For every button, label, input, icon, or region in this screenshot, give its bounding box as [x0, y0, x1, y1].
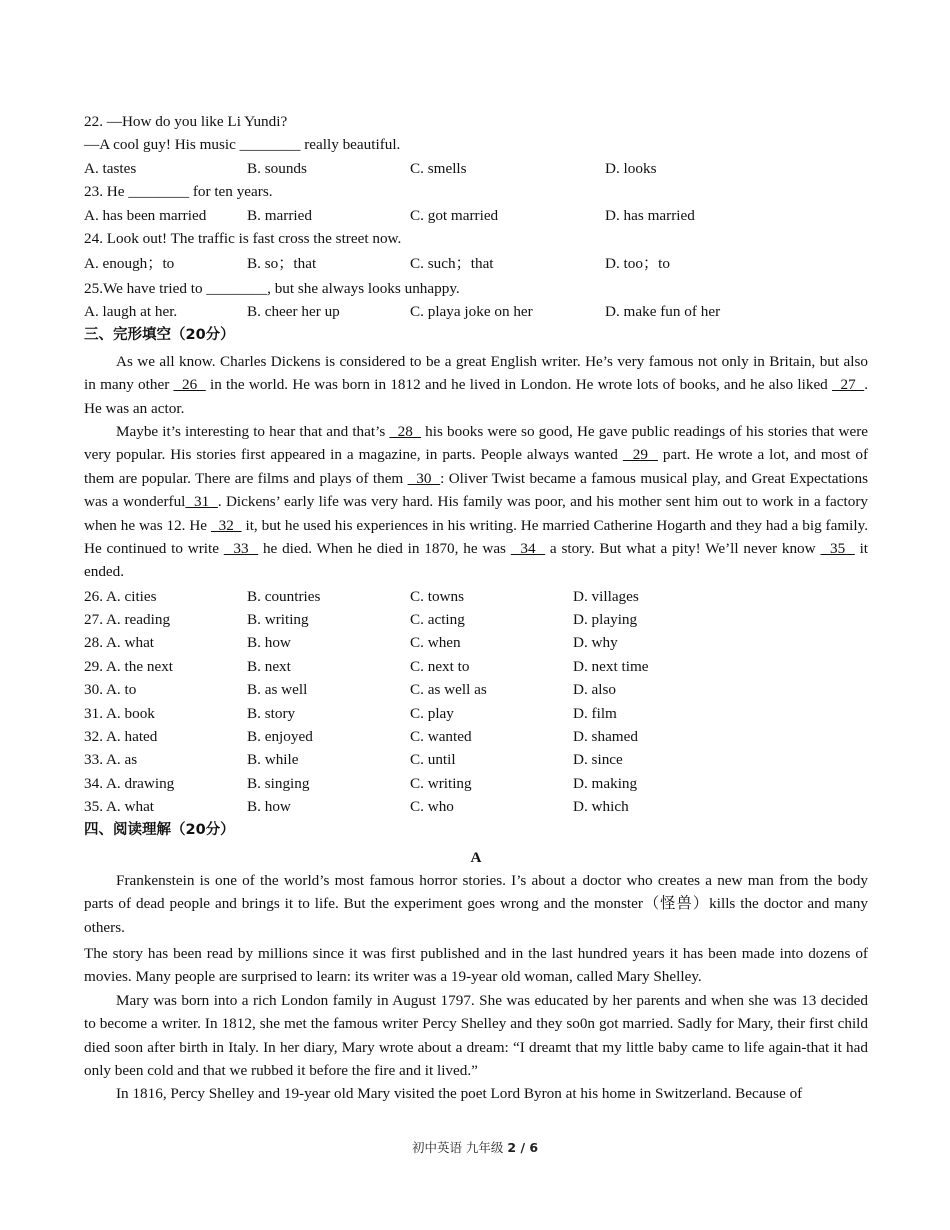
option-b: B. how [247, 798, 291, 815]
option-c: C. writing [410, 775, 472, 792]
option-b: B. story [247, 705, 296, 722]
cloze-text: . Dickens’ early life was very hard. His family was poor, and his mother sent him out to work in a factory when he was 12. He [84, 493, 868, 534]
option-a: A. has been married [84, 207, 207, 224]
option-d: D. has married [605, 207, 695, 224]
q24-stem: 24. Look out! The traffic is fast cross the street now. [84, 230, 402, 247]
option-d: D. next time [573, 658, 649, 675]
option-c: C. when [410, 634, 461, 651]
blank-26: 26 [173, 376, 206, 394]
q23-stem: 23. He ________ for ten years. [84, 183, 273, 200]
option-b: B. countries [247, 588, 321, 605]
option-c: C. next to [410, 658, 470, 675]
option-c: C. until [410, 751, 456, 768]
blank-30: 30 [407, 469, 441, 487]
cloze-text: it ended. [84, 540, 869, 581]
option-a: 34. A. drawing [84, 775, 175, 792]
option-d: D. film [573, 705, 617, 722]
cloze-paragraph-1 [84, 350, 868, 420]
option-b: B. singing [247, 775, 310, 792]
cloze-option-row [84, 585, 868, 608]
option-b: B. how [247, 634, 291, 651]
cloze-text: : Oliver Twist became a famous musical play, and Great Expectations was a wonderful [84, 469, 868, 511]
option-d: D. which [573, 798, 629, 815]
q25-options [84, 300, 868, 323]
option-d: D. shamed [573, 728, 638, 745]
section-4-title: 四、阅读理解（20分） [84, 822, 235, 838]
blank-31: 31 [185, 493, 218, 511]
option-d: D. make fun of her [605, 303, 721, 320]
q23-options [84, 204, 868, 227]
option-a: A. laugh at her. [84, 303, 178, 320]
page-number: 2 / 6 [507, 1140, 539, 1155]
cloze-paragraph-2 [84, 420, 868, 584]
cloze-option-row [84, 678, 868, 701]
cloze-text: he died. When he died in 1870, he was [258, 540, 511, 558]
option-b: B. married [247, 207, 312, 224]
reading-text: In 1816, Percy Shelley and 19-year old Mary visited the poet Lord Byron at his home in Switzerland. Because of [116, 1085, 803, 1102]
option-c: C. smells [410, 160, 467, 177]
option-b: B. next [247, 658, 291, 675]
cloze-option-row [84, 748, 868, 771]
cloze-option-row [84, 631, 868, 654]
option-d: D. why [573, 634, 618, 651]
section-3-title: 三、完形填空（20分） [84, 327, 235, 343]
option-a: 29. A. the next [84, 658, 174, 675]
reading-text: Mary was born into a rich London family in August 1797. She was educated by her parents and when she was 13 decided to become a writer. In 1812, she met the famous writer Percy Shelley and they so0n got married. Sadly for Mary, their first child died soon after birth in Italy. In her diary, Mary wrote about a dream: “I dreamt that my little baby came to life again-that it had only been cold and that we rubbed it before the fire and it lived.” [84, 992, 868, 1080]
option-b: B. while [247, 751, 299, 768]
cloze-option-row [84, 795, 868, 818]
q22-stem: 22. —How do you like Li Yundi? [84, 113, 288, 130]
blank-29: 29 [622, 446, 658, 464]
reading-paragraph-4 [84, 1082, 868, 1106]
page-footer [0, 1138, 950, 1156]
cloze-text: in the world. He was born in 1812 and he lived in London. He wrote lots of books, and he also liked [205, 376, 833, 394]
blank-35: 35 [820, 540, 855, 558]
option-b: B. enjoyed [247, 728, 313, 745]
option-d: D. too；to [605, 255, 670, 272]
option-c: C. as well as [410, 681, 487, 698]
cloze-text: . He was an actor. [84, 376, 869, 417]
option-d: D. looks [605, 160, 657, 177]
option-c: C. play [410, 705, 454, 722]
cloze-text: a story. But what a pity! We’ll never know [545, 540, 821, 558]
option-a: 35. A. what [84, 798, 155, 815]
blank-34: 34 [510, 540, 546, 558]
cloze-option-row [84, 608, 868, 631]
cloze-option-row [84, 655, 868, 678]
option-a: A. tastes [84, 160, 137, 177]
option-c: C. playa joke on her [410, 303, 533, 320]
blank-28: 28 [389, 423, 422, 440]
cloze-text: it, but he used his experiences in his writing. He married Catherine Hogarth and they had a big family. He continued to write [84, 516, 868, 558]
cloze-text: his books were so good, He gave public readings of his stories that were very popular. His stories first appeared in a magazine, in parts. People always wanted [84, 423, 869, 464]
option-d: D. playing [573, 611, 638, 628]
reading-paragraph-2 [84, 942, 868, 989]
blank-27: 27 [832, 376, 865, 394]
footer-text: 初中英语 九年级 [411, 1140, 508, 1155]
option-c: C. wanted [410, 728, 472, 745]
option-a: 32. A. hated [84, 728, 158, 745]
option-b: B. writing [247, 611, 309, 628]
option-a: 26. A. cities [84, 588, 157, 605]
option-c: C. acting [410, 611, 465, 628]
option-c: C. towns [410, 588, 465, 605]
q22-options [84, 157, 868, 180]
option-b: B. as well [247, 681, 308, 698]
option-c: C. who [410, 798, 454, 815]
reading-text: Frankenstein is one of the world’s most famous horror stories. I’s about a doctor who creates a new man from the body parts of dead people and brings it to life. But the experiment goes wrong and the monster（怪兽）kills the doctor and many others. [84, 872, 868, 936]
option-d: D. making [573, 775, 638, 792]
option-d: D. villages [573, 588, 639, 605]
cloze-text: Maybe it’s interesting to hear that and that’s [116, 423, 390, 440]
cloze-text: As we all know. Charles Dickens is considered to be a great English writer. He’s very famous not only in Britain, but also in many other [84, 353, 868, 394]
passage-label: A [470, 849, 482, 866]
q25-stem: 25.We have tried to ________, but she always looks unhappy. [84, 280, 460, 297]
blank-32: 32 [210, 516, 242, 534]
option-b: B. cheer her up [247, 303, 340, 320]
cloze-option-row [84, 702, 868, 725]
blank-33: 33 [223, 540, 259, 558]
option-b: B. sounds [247, 160, 307, 177]
q24-options [84, 252, 868, 275]
option-a: 33. A. as [84, 751, 138, 768]
option-a: 30. A. to [84, 681, 137, 698]
q22-line2: —A cool guy! His music ________ really beautiful. [84, 136, 401, 153]
reading-paragraph-1 [84, 869, 868, 939]
option-c: C. got married [410, 207, 499, 224]
reading-text: The story has been read by millions since it was first published and in the last hundred years it has been made into dozens of movies. Many people are surprised to learn: its writer was a 19-year old woman, called Mary Shelley. [84, 945, 868, 986]
option-a: 31. A. book [84, 705, 155, 722]
cloze-text: part. He wrote a lot, and most of them are popular. There are films and plays of them [84, 446, 869, 487]
cloze-option-row [84, 772, 868, 795]
reading-paragraph-3 [84, 989, 868, 1083]
option-a: 27. A. reading [84, 611, 171, 628]
option-d: D. also [573, 681, 617, 698]
option-a: 28. A. what [84, 634, 155, 651]
option-c: C. such；that [410, 255, 494, 272]
option-a: A. enough；to [84, 255, 175, 272]
option-d: D. since [573, 751, 623, 768]
option-b: B. so；that [247, 255, 317, 272]
cloze-option-row [84, 725, 868, 748]
